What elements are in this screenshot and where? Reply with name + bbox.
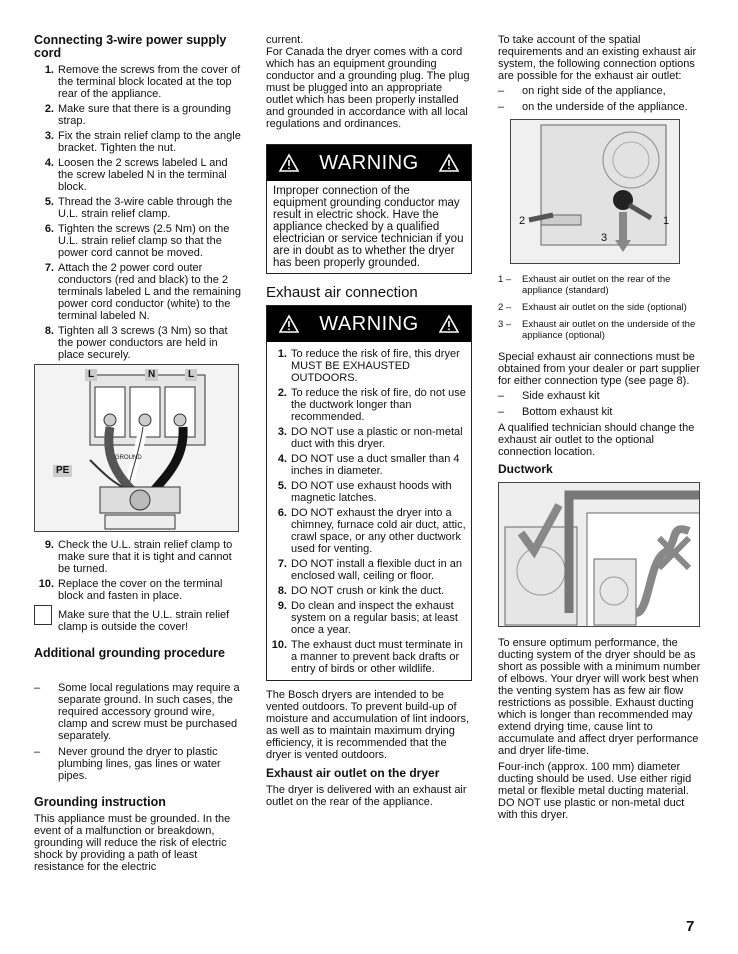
dash-bullet: – [498, 390, 505, 402]
warning-label: WARNING [319, 313, 419, 335]
warning-header [267, 306, 471, 342]
step-number: 1. [277, 348, 287, 360]
step-item [34, 64, 242, 100]
dash-item [34, 746, 242, 782]
page-number: 7 [686, 918, 695, 935]
step-number: 3. [44, 130, 54, 142]
dash-item [34, 682, 242, 742]
dash-bullet: – [498, 85, 505, 97]
step-number: 6. [277, 507, 287, 519]
dash-item [498, 390, 704, 402]
step-item [34, 578, 242, 602]
dash-bullet: – [498, 406, 505, 418]
step-text: To reduce the risk of fire, do not use the ductwork longer than recommended. [291, 387, 466, 423]
caption-text: Exhaust air outlet on the side (optional) [522, 302, 687, 313]
step-text: DO NOT use a duct smaller than 4 inches in diameter. [291, 453, 460, 477]
exhaust-warning-list [267, 342, 471, 680]
exhaust-outlet-text: The dryer is delivered with an exhaust air outlet on the rear of the appliance. [266, 784, 467, 808]
outlet-options-list [498, 85, 704, 113]
grounding-instruction-title: Grounding instruction [34, 795, 166, 809]
spatial-text: To take account of the spatial requirements and an existing exhaust air system, the following connection options are possible for the exhaust air outlet: [498, 34, 697, 82]
step-text: Replace the cover on the terminal block and fasten in place. [58, 578, 223, 602]
step-text: Make sure that there is a grounding strap. [58, 103, 232, 127]
dash-text: on the underside of the appliance. [522, 101, 688, 113]
warning-triangle-icon [439, 153, 459, 173]
dash-item [498, 406, 704, 418]
step-number: 10. [271, 639, 287, 651]
exhaust-connection-title: Exhaust air connection [266, 284, 418, 301]
step-text: Tighten the screws (2.5 Nm) on the U.L. strain relief clamp so that the power cord cannot be moved. [58, 223, 230, 259]
step-item [267, 585, 469, 597]
exhaust-outlet-title: Exhaust air outlet on the dryer [266, 766, 440, 780]
column-left [34, 34, 242, 873]
warning-box-exhaust [266, 305, 472, 681]
step-text: Tighten all 3 screws (3 Nm) so that the power conductors are held in place securely. [58, 325, 228, 361]
step-text: Remove the screws from the cover of the terminal block located at the top rear of the appliance. [58, 64, 241, 100]
terminal-block-figure [34, 364, 239, 532]
column-right [498, 34, 704, 821]
step-text: DO NOT use exhaust hoods with magnetic latches. [291, 480, 452, 504]
step-number: 8. [277, 585, 287, 597]
step-item [267, 507, 469, 555]
caption-item [498, 319, 704, 341]
step-item [267, 387, 469, 423]
caption-text: Exhaust air outlet on the underside of the appliance (optional) [522, 319, 696, 341]
step-item [267, 558, 469, 582]
label-ground: GROUND [115, 455, 142, 461]
dash-text: Side exhaust kit [522, 390, 600, 402]
step-number: 6. [44, 223, 54, 235]
dash-text: on right side of the appliance, [522, 85, 666, 97]
performance-text: To ensure optimum performance, the ducting system of the dryer should be as short as possible with a minimum number of elbows. Your dryer will work best when the venting system has as few air flow restrictions as possible. Exhaust ducting which is longer than recommended may extend drying time, cause lint to accumulate and affect dryer performance and dryer life-time. [498, 637, 701, 757]
four-inch-text: Four-inch (approx. 100 mm) diameter ducting should be used. Use either rigid metal or flexible metal ducting material. [498, 761, 692, 797]
dash-text: Some local regulations may require a separate ground. In such cases, the required accessory ground wire, clamp and screw must be purchased separately. [58, 682, 240, 742]
bosch-vent-text: The Bosch dryers are intended to be vented outdoors. To prevent build-up of moisture and accumulation of lint indoors, as well as to maintain maximum drying efficiency, it is recommended that the dryer is vented outdoors. [266, 689, 469, 761]
step-item [34, 325, 242, 361]
connect-steps-continued [34, 539, 242, 602]
warning-header [267, 145, 471, 181]
step-item [267, 600, 469, 636]
step-text: Attach the 2 power cord outer conductors (red and black) to the 2 terminals labeled L and the remaining power cord conductor (white) to the terminal labeled N. [58, 262, 242, 322]
additional-grounding-list [34, 682, 242, 782]
step-item [34, 262, 242, 322]
step-item [267, 480, 469, 504]
step-item [34, 196, 242, 220]
step-number: 3. [277, 426, 287, 438]
warning-label: WARNING [319, 152, 419, 174]
step-number: 4. [44, 157, 54, 169]
special-connections-text: Special exhaust air connections must be obtained from your dealer or part supplier for either connection type (see page 8). [498, 351, 700, 387]
no-plastic-text: DO NOT use plastic or non-metal duct with this dryer. [498, 797, 685, 821]
step-item [34, 223, 242, 259]
step-number: 2. [44, 103, 54, 115]
dash-item [498, 101, 704, 113]
dash-item [498, 85, 704, 97]
step-number: 5. [44, 196, 54, 208]
kits-list [498, 390, 704, 418]
step-item [34, 130, 242, 154]
column-middle [266, 34, 472, 808]
step-item [267, 453, 469, 477]
canada-text: current. For Canada the dryer comes with a cord which has an equipment grounding conductor and a grounding plug. The plug must be plugged into an appropriate outlet which has been properly installed and grounded in accordance with all local regulations and ordinances. [266, 34, 470, 130]
step-item [34, 539, 242, 575]
dryer-outlet-figure [510, 119, 680, 264]
label-pe: PE [53, 465, 72, 477]
step-text: Thread the 3-wire cable through the U.L. strain relief clamp. [58, 196, 233, 220]
step-item [34, 103, 242, 127]
step-number: 2. [277, 387, 287, 399]
step-text: Do clean and inspect the exhaust system on a regular basis; at least once a year. [291, 600, 458, 636]
step-number: 7. [44, 262, 54, 274]
fig-label-3: 3 [601, 232, 608, 244]
figure-captions [498, 274, 704, 341]
step-item [267, 639, 469, 675]
fig-label-2: 2 [519, 215, 526, 227]
step-text: Check the U.L. strain relief clamp to make sure that it is tight and cannot be turned. [58, 539, 233, 575]
step-number: 1. [44, 64, 54, 76]
note-text: Make sure that the U.L. strain relief clamp is outside the cover! [58, 609, 230, 633]
label-l-right: L [185, 369, 197, 381]
caption-text: Exhaust air outlet on the rear of the appliance (standard) [522, 274, 671, 296]
ductwork-title: Ductwork [498, 462, 553, 476]
step-number: 7. [277, 558, 287, 570]
caption-item [498, 274, 704, 296]
step-text: The exhaust duct must terminate in a manner to prevent back drafts or entry of birds or other wildlife. [291, 639, 463, 675]
step-number: 4. [277, 453, 287, 465]
step-text: Loosen the 2 screws labeled L and the screw labeled N in the terminal block. [58, 157, 228, 193]
caption-number: 2 – [498, 302, 512, 313]
step-number: 9. [44, 539, 54, 551]
step-number: 10. [38, 578, 54, 590]
ductwork-figure [498, 482, 700, 627]
step-text: Fix the strain relief clamp to the angle bracket. Tighten the nut. [58, 130, 241, 154]
caption-item [498, 302, 704, 313]
dash-bullet: – [34, 682, 41, 694]
note-icon [34, 605, 52, 625]
step-item [267, 348, 469, 384]
step-text: To reduce the risk of fire, this dryer MUST BE EXHAUSTED OUTDOORS. [291, 348, 460, 384]
dash-text: Never ground the dryer to plastic plumbing lines, gas lines or water pipes. [58, 746, 221, 782]
connect-title: Connecting 3-wire power supply cord [34, 33, 227, 60]
warning-triangle-icon [279, 153, 299, 173]
ductwork-illustration [499, 483, 700, 627]
dash-text: Bottom exhaust kit [522, 406, 613, 418]
step-text: DO NOT exhaust the dryer into a chimney, furnace cold air duct, attic, crawl space, or any other ductwork used for venting. [291, 507, 466, 555]
additional-grounding-title: Additional grounding procedure [34, 646, 225, 660]
step-number: 8. [44, 325, 54, 337]
warning-triangle-icon [439, 314, 459, 334]
step-number: 9. [277, 600, 287, 612]
warning-triangle-icon [279, 314, 299, 334]
dash-bullet: – [498, 101, 505, 113]
dash-bullet: – [34, 746, 41, 758]
step-text: DO NOT crush or kink the duct. [291, 585, 445, 597]
label-l-left: L [85, 369, 97, 381]
fig-label-1: 1 [663, 215, 670, 227]
step-item [267, 426, 469, 450]
warning-box-grounding [266, 144, 472, 274]
qualified-technician-text: A qualified technician should change the exhaust air outlet to the optional connection location. [498, 422, 695, 458]
warning-body: Improper connection of the equipment grounding conductor may result in electric shock. Have the appliance checked by a qualified electrician or service technician if you are in doubt as to whether the dryer has been properly grounded. [273, 185, 464, 269]
step-text: DO NOT use a plastic or non-metal duct with this dryer. [291, 426, 463, 450]
step-number: 5. [277, 480, 287, 492]
terminal-block-illustration [35, 365, 239, 532]
caption-number: 1 – [498, 274, 512, 285]
step-item [34, 157, 242, 193]
note-box [34, 605, 242, 633]
dryer-rear-illustration [511, 120, 680, 264]
label-n: N [145, 369, 158, 381]
grounding-instruction-text: This appliance must be grounded. In the event of a malfunction or breakdown, grounding will reduce the risk of electric shock by providing a path of least resistance for the electric [34, 813, 231, 873]
caption-number: 3 – [498, 319, 512, 330]
step-text: DO NOT install a flexible duct in an enclosed wall, ceiling or floor. [291, 558, 462, 582]
connect-steps [34, 64, 242, 361]
